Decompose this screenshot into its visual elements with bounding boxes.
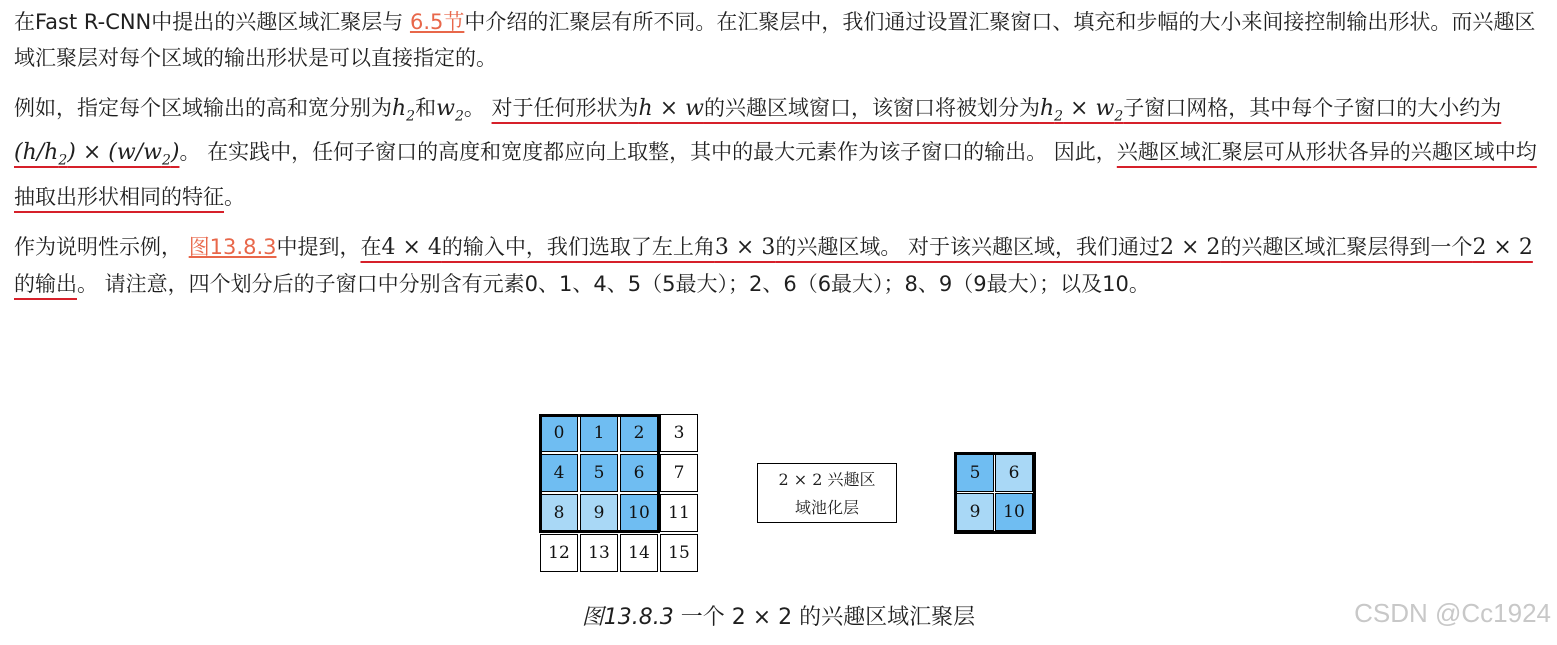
p3-text-2: 中提到， (276, 234, 361, 259)
p2-text-4: 。 在实践中，任何子窗口的高度和宽度都应向上取整，其中的最大元素作为该子窗口的输出。 因此， (179, 140, 1117, 165)
p3-text-3: 。 请注意，四个划分后的子窗口中分别含有元素0、1、4、5（5最大）；2、6（6最大）；8、9（9最大）；以及10。 (77, 271, 1150, 296)
input-cell-0-3: 3 (660, 414, 698, 452)
p2-text-5: 。 (224, 184, 245, 209)
p1-text-1: 在Fast R-CNN中提出的兴趣区域汇聚层与 (14, 10, 410, 34)
section-6-5-link[interactable]: 6.5节 (409, 10, 465, 34)
input-cell-3-2: 14 (620, 534, 658, 572)
input-cell-0-2: 2 (620, 414, 658, 452)
output-cell-0-1: 6 (995, 454, 1033, 492)
input-cell-1-2: 6 (620, 454, 658, 492)
math-h2: $h_2$ (392, 96, 416, 125)
input-cell-3-3: 15 (660, 534, 698, 572)
output-cell-1-0: 9 (956, 493, 994, 531)
output-border-box (954, 452, 1036, 534)
input-cell-0-0: 0 (540, 414, 578, 452)
input-cell-3-1: 13 (580, 534, 618, 572)
underlined-sentence-2: 兴趣区域汇聚层可从形状各异的兴趣区域中均抽取出形状相同的特征 (14, 140, 1537, 209)
math-w2: $w_2$ (436, 96, 464, 125)
figure-caption (0, 600, 1557, 631)
p2-text-2: 和 (415, 96, 437, 120)
p1-text-2: 中介绍的汇聚层有所不同。在汇聚层中，我们通过设置汇聚窗口、填充和步幅的大小来间接控制输出形状。而兴趣区域汇聚层对每个区域的输出形状是可以直接指定的。 (14, 10, 1536, 70)
input-cell-1-0: 4 (540, 454, 578, 492)
caption-text: 一个 2 × 2 的兴趣区域汇聚层 (673, 605, 976, 630)
layer-label-line-1: 2 × 2 兴趣区 (778, 470, 876, 489)
p2-text-3: 。 (463, 96, 492, 120)
caption-figure-number: 图13.8.3 (581, 605, 674, 630)
input-cell-3-0: 12 (540, 534, 578, 572)
output-cell-1-1: 10 (995, 493, 1033, 531)
roi-pooling-layer-label (757, 463, 897, 523)
input-cell-2-1: 9 (580, 494, 618, 532)
figure-13-8-3-link[interactable]: 图13.8.3 (188, 234, 277, 259)
input-cell-1-3: 7 (660, 454, 698, 492)
paragraph-1 (14, 4, 1544, 76)
input-cell-0-1: 1 (580, 414, 618, 452)
underlined-sentence-1: 对于任何形状为h × w的兴趣区域窗口，该窗口将被划分为$h_2 \times w_2$子窗口网格，其中每个子窗口的大小约为$(h/h_2) \times (w/w_2)$ (14, 96, 1502, 169)
input-cell-2-2: 10 (620, 494, 658, 532)
p2-text-1: 例如，指定每个区域输出的高和宽分别为 (14, 96, 392, 120)
roi-highlight-box (539, 414, 660, 533)
output-cell-0-0: 5 (956, 454, 994, 492)
input-cell-2-3: 11 (660, 494, 698, 532)
input-cell-2-0: 8 (540, 494, 578, 532)
csdn-watermark: CSDN @Cc1924 (1354, 598, 1551, 628)
article-body (14, 4, 1544, 316)
paragraph-2 (14, 90, 1544, 215)
input-cell-1-1: 5 (580, 454, 618, 492)
p3-text-1: 作为说明性示例， (14, 234, 189, 259)
layer-label-line-2: 域池化层 (794, 498, 859, 517)
paragraph-3 (14, 229, 1544, 302)
underlined-sentence-3: 在4 × 4的输入中，我们选取了左上角3 × 3的兴趣区域。 对于该兴趣区域，我们通过2 × 2的兴趣区域汇聚层得到一个2 × 2的输出 (14, 234, 1533, 296)
